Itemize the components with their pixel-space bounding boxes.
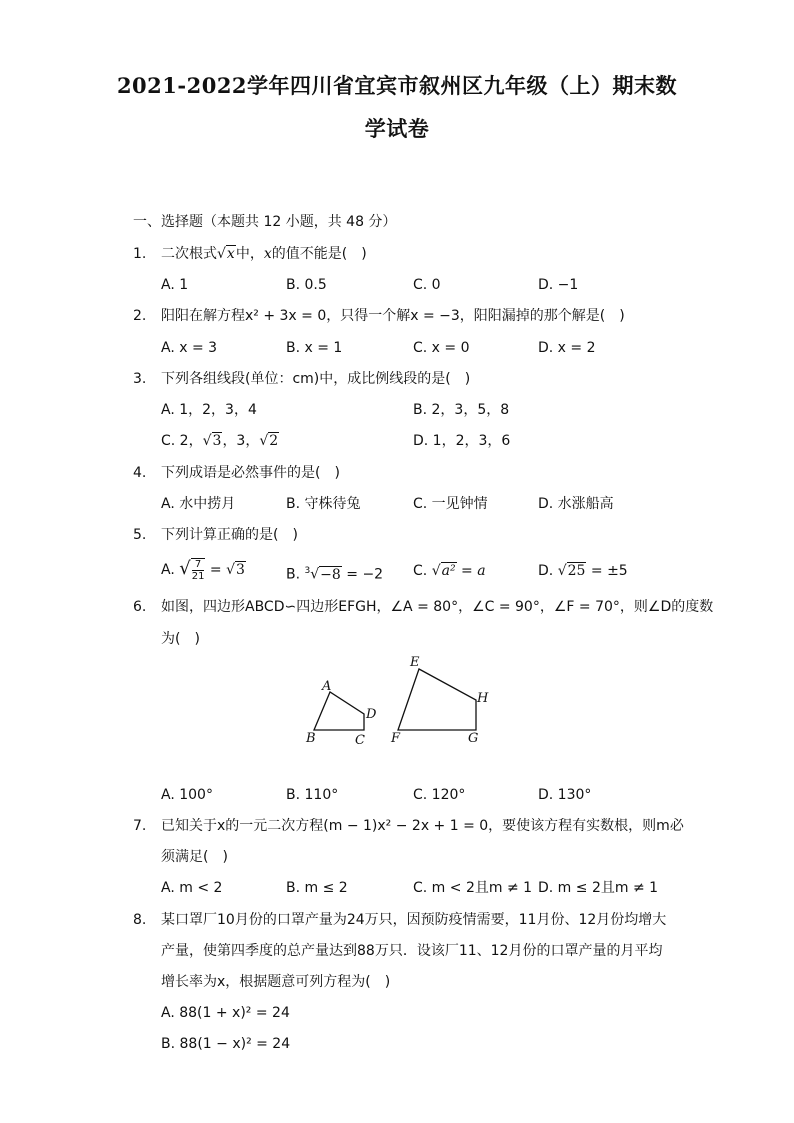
- option-d: D. √25 = ±5: [538, 563, 628, 579]
- option-a: A. 100°: [161, 787, 213, 803]
- label-b: B: [306, 731, 316, 746]
- page-title-line2: 学试卷: [364, 116, 430, 141]
- option-a: A. √ $\frac{7}{21}$ = √3: [161, 558, 245, 582]
- question-stem: 下列计算正确的是( ): [161, 527, 298, 543]
- label-h: H: [477, 691, 489, 706]
- option-b: B. 守株待兔: [286, 496, 361, 512]
- option-b: B. 2，3，5，8: [413, 402, 510, 418]
- quadrilateral-abcd: [314, 692, 364, 730]
- option-c: C. m < 2且m ≠ 1: [413, 880, 533, 896]
- question-number: 3.: [133, 371, 147, 387]
- question-stem: 阳阳在解方程x² + 3x = 0，只得一个解x = −3，阳阳漏掉的那个解是( ): [161, 308, 625, 324]
- question-stem-line2: 须满足( ): [161, 849, 228, 865]
- question-number: 5.: [133, 527, 147, 543]
- question-number: 4.: [133, 465, 147, 481]
- option-a: A. 水中捞月: [161, 496, 236, 512]
- option-b: B. x = 1: [286, 340, 343, 356]
- question-number: 1.: [133, 246, 147, 262]
- option-b: B. m ≤ 2: [286, 880, 348, 896]
- label-d: D: [366, 707, 377, 722]
- option-c: C. x = 0: [413, 340, 470, 356]
- option-d: D. m ≤ 2且m ≠ 1: [538, 880, 659, 896]
- option-b: B. 0.5: [286, 277, 327, 293]
- question-number: 7.: [133, 818, 147, 834]
- option-d: D. x = 2: [538, 340, 596, 356]
- label-g: G: [468, 731, 479, 746]
- option-c: C. 2，√3，3，√2: [161, 433, 279, 449]
- option-b: B. 110°: [286, 787, 339, 803]
- option-b: B. 88(1 − x)² = 24: [161, 1036, 291, 1052]
- question-stem: 二次根式: [161, 246, 217, 262]
- quadrilateral-figure: [300, 652, 500, 752]
- option-c: C. √a² = a: [413, 563, 486, 579]
- option-a: A. 88(1 + x)² = 24: [161, 1005, 290, 1021]
- option-c: C. 0: [413, 277, 441, 293]
- question-stem-line2: 为( ): [161, 631, 200, 647]
- question-number: 6.: [133, 599, 147, 615]
- option-d: D. 1，2，3，6: [413, 433, 511, 449]
- question-stem: 下列各组线段(单位：cm)中，成比例线段的是( ): [161, 371, 471, 387]
- option-b: B. $^3$√−8 = −2: [286, 566, 384, 583]
- option-a: A. 1，2，3，4: [161, 402, 257, 418]
- question-stem-line2: 产量，使第四季度的总产量达到88万只．设该厂11、12月份的口罩产量的月平均: [161, 943, 663, 959]
- option-c: C. 一见钟情: [413, 496, 488, 512]
- question-stem: 下列成语是必然事件的是( ): [161, 465, 340, 481]
- section-heading: 一、选择题（本题共 12 小题，共 48 分）: [133, 214, 397, 230]
- option-a: A. 1: [161, 277, 189, 293]
- question-number: 8.: [133, 912, 147, 928]
- option-a: A. x = 3: [161, 340, 218, 356]
- question-stem-line3: 增长率为x，根据题意可列方程为( ): [161, 974, 391, 990]
- label-f: F: [391, 731, 401, 746]
- option-d: D. 130°: [538, 787, 592, 803]
- option-d: D. −1: [538, 277, 579, 293]
- label-c: C: [355, 733, 365, 748]
- option-c: C. 120°: [413, 787, 466, 803]
- label-e: E: [410, 655, 420, 670]
- quadrilateral-efgh: [398, 669, 476, 730]
- page-title-line1: 2021-2022学年四川省宜宾市叙州区九年级（上）期末数: [116, 73, 678, 98]
- question-stem-line1: 某口罩厂10月份的口罩产量为24万只，因预防疫情需要，11月份、12月份均增大: [161, 912, 667, 928]
- label-a: A: [322, 679, 332, 694]
- sqrt-x: √x: [217, 246, 235, 262]
- option-d: D. 水涨船高: [538, 496, 614, 512]
- question-number: 2.: [133, 308, 147, 324]
- question-stem-line1: 如图，四边形ABCD∽四边形EFGH，∠A = 80°，∠C = 90°，∠F = 70°，则∠D的度数: [161, 599, 714, 615]
- option-a: A. m < 2: [161, 880, 223, 896]
- question-stem-line1: 已知关于x的一元二次方程(m − 1)x² − 2x + 1 = 0，要使该方程有实数根，则m必: [161, 818, 684, 834]
